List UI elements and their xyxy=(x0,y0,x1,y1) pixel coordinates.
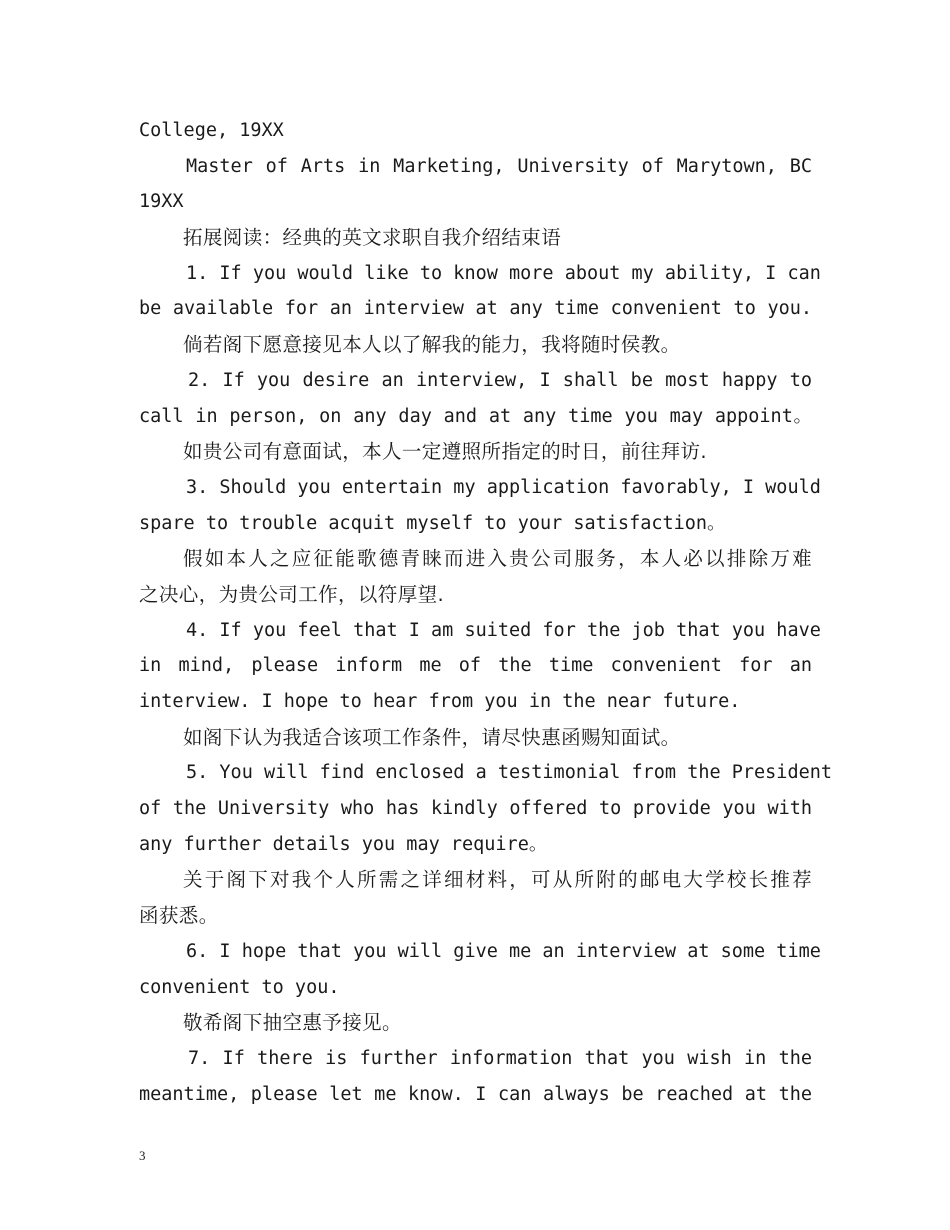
text-line: any further details you may require。 xyxy=(139,833,548,855)
text-line: 倘若阁下愿意接见本人以了解我的能力，我将随时侯教。 xyxy=(183,333,681,357)
text-line: 6. I hope that you will give me an interview at some time xyxy=(186,940,821,962)
text-line: convenient to you. xyxy=(139,976,340,998)
text-line: 7. If there is further information that you wish in the xyxy=(188,1047,812,1069)
text-line: 假如本人之应征能歌德青睐而进入贵公司服务，本人必以排除万难 xyxy=(183,547,812,571)
text-line: 19XX xyxy=(139,191,184,213)
text-line: of the University who has kindly offered to provide you with xyxy=(139,798,812,820)
text-line: 函获悉。 xyxy=(139,904,219,928)
text-line: 2. If you desire an interview, I shall be most happy to xyxy=(188,369,812,391)
text-line: be available for an interview at any time convenient to you. xyxy=(139,298,812,320)
text-line: 如阁下认为我适合该项工作条件，请尽快惠函赐知面试。 xyxy=(183,725,681,749)
text-line: 1. If you would like to know more about my ability, I can xyxy=(186,262,821,284)
text-line: Master of Arts in Marketing, University of Marytown, BC xyxy=(186,155,812,177)
text-line: College, 19XX xyxy=(139,120,284,141)
text-line: 3. Should you entertain my application favorably, I would xyxy=(186,476,821,498)
page-number: 3 xyxy=(139,1148,146,1163)
text-line: 之决心，为贵公司工作，以符厚望. xyxy=(139,582,445,606)
text-line: in mind, please inform me of the time convenient for an xyxy=(139,655,812,677)
text-line: 4. If you feel that I am suited for the job that you have xyxy=(186,619,821,641)
section-heading: 拓展阅读：经典的英文求职自我介绍结束语 xyxy=(183,226,562,250)
document-body xyxy=(139,113,833,1112)
text-line: spare to trouble acquit myself to your satisfaction。 xyxy=(139,512,726,534)
text-line: 如贵公司有意面试，本人一定遵照所指定的时日，前往拜访. xyxy=(183,440,707,464)
text-line: 5. You will find enclosed a testimonial from the President xyxy=(186,762,833,784)
text-line: meantime, please let me know. I can always be reached at the xyxy=(139,1083,812,1105)
text-line: 敬希阁下抽空惠予接见。 xyxy=(183,1011,402,1035)
text-line: interview. I hope to hear from you in the near future. xyxy=(139,691,741,712)
text-line: 关于阁下对我个人所需之详细材料，可从所附的邮电大学校长推荐 xyxy=(183,868,812,892)
text-line: call in person, on any day and at any time you may appoint。 xyxy=(139,405,812,427)
